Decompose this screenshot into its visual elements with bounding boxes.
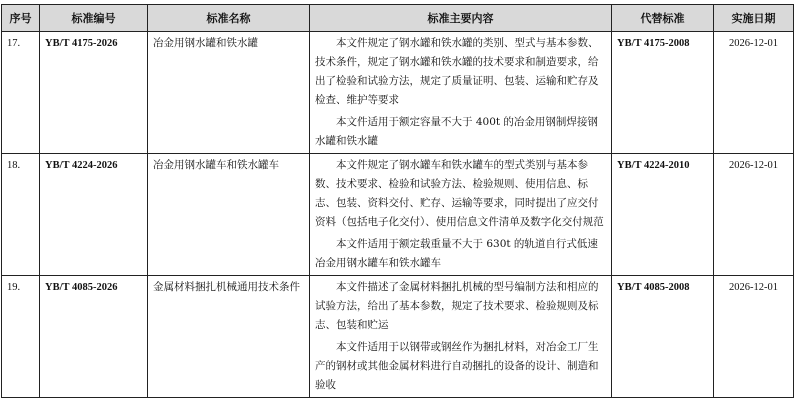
row-serial-number: 17. <box>2 32 40 154</box>
header-standard-code: 标准编号 <box>40 5 148 32</box>
header-implementation-date: 实施日期 <box>714 5 794 32</box>
content-paragraph: 本文件适用于额定容量不大于 400t 的冶金用钢制焊接钢水罐和铁水罐 <box>315 116 598 147</box>
header-replaced-standard: 代替标准 <box>612 5 714 32</box>
row-implementation-date: 2026-12-01 <box>714 276 794 398</box>
row-implementation-date: 2026-12-01 <box>714 32 794 154</box>
content-paragraph: 本文件规定了钢水罐车和铁水罐车的型式类别与基本参数、技术要求、检验和试验方法、检验规则、使用信息、标志、包装、资料交付、贮存、运输等要求，同时提出了应交付资料（包括电子化交付）、使用信息文件清单及数字化交付规范 <box>315 159 604 228</box>
row-standard-code: YB/T 4224-2026 <box>40 154 148 276</box>
row-serial-number: 18. <box>2 154 40 276</box>
header-serial-number: 序号 <box>2 5 40 32</box>
content-paragraph: 本文件适用于额定载重量不大于 630t 的轨道自行式低速冶金用钢水罐车和铁水罐车 <box>315 238 598 269</box>
row-main-content <box>310 276 612 398</box>
header-main-content: 标准主要内容 <box>310 5 612 32</box>
content-paragraph: 本文件规定了钢水罐和铁水罐的类别、型式与基本参数、技术条件，规定了钢水罐和铁水罐的技术要求和制造要求，给出了检验和试验方法，规定了质量证明、包装、运输和贮存及检查、维护等要求 <box>315 37 599 106</box>
row-standard-code: YB/T 4175-2026 <box>40 32 148 154</box>
table-row <box>2 32 794 154</box>
row-standard-name: 冶金用钢水罐和铁水罐 <box>148 32 310 154</box>
row-implementation-date: 2026-12-01 <box>714 154 794 276</box>
row-standard-name: 冶金用钢水罐车和铁水罐车 <box>148 154 310 276</box>
row-main-content <box>310 154 612 276</box>
table-row <box>2 154 794 276</box>
row-main-content <box>310 32 612 154</box>
header-standard-name: 标准名称 <box>148 5 310 32</box>
row-replaced-standard: YB/T 4085-2008 <box>612 276 714 398</box>
table-header-row <box>2 5 794 32</box>
table-row <box>2 276 794 398</box>
row-replaced-standard: YB/T 4224-2010 <box>612 154 714 276</box>
standards-table <box>1 4 794 398</box>
row-standard-name: 金属材料捆扎机械通用技术条件 <box>148 276 310 398</box>
row-replaced-standard: YB/T 4175-2008 <box>612 32 714 154</box>
row-serial-number: 19. <box>2 276 40 398</box>
content-paragraph: 本文件适用于以钢带或钢丝作为捆扎材料，对冶金工厂生产的钢材或其他金属材料进行自动捆扎的设备的设计、制造和验收 <box>315 341 599 391</box>
content-paragraph: 本文件描述了金属材料捆扎机械的型号编制方法和相应的试验方法，给出了基本参数，规定了技术要求、检验规则及标志、包装和贮运 <box>315 281 599 331</box>
row-standard-code: YB/T 4085-2026 <box>40 276 148 398</box>
